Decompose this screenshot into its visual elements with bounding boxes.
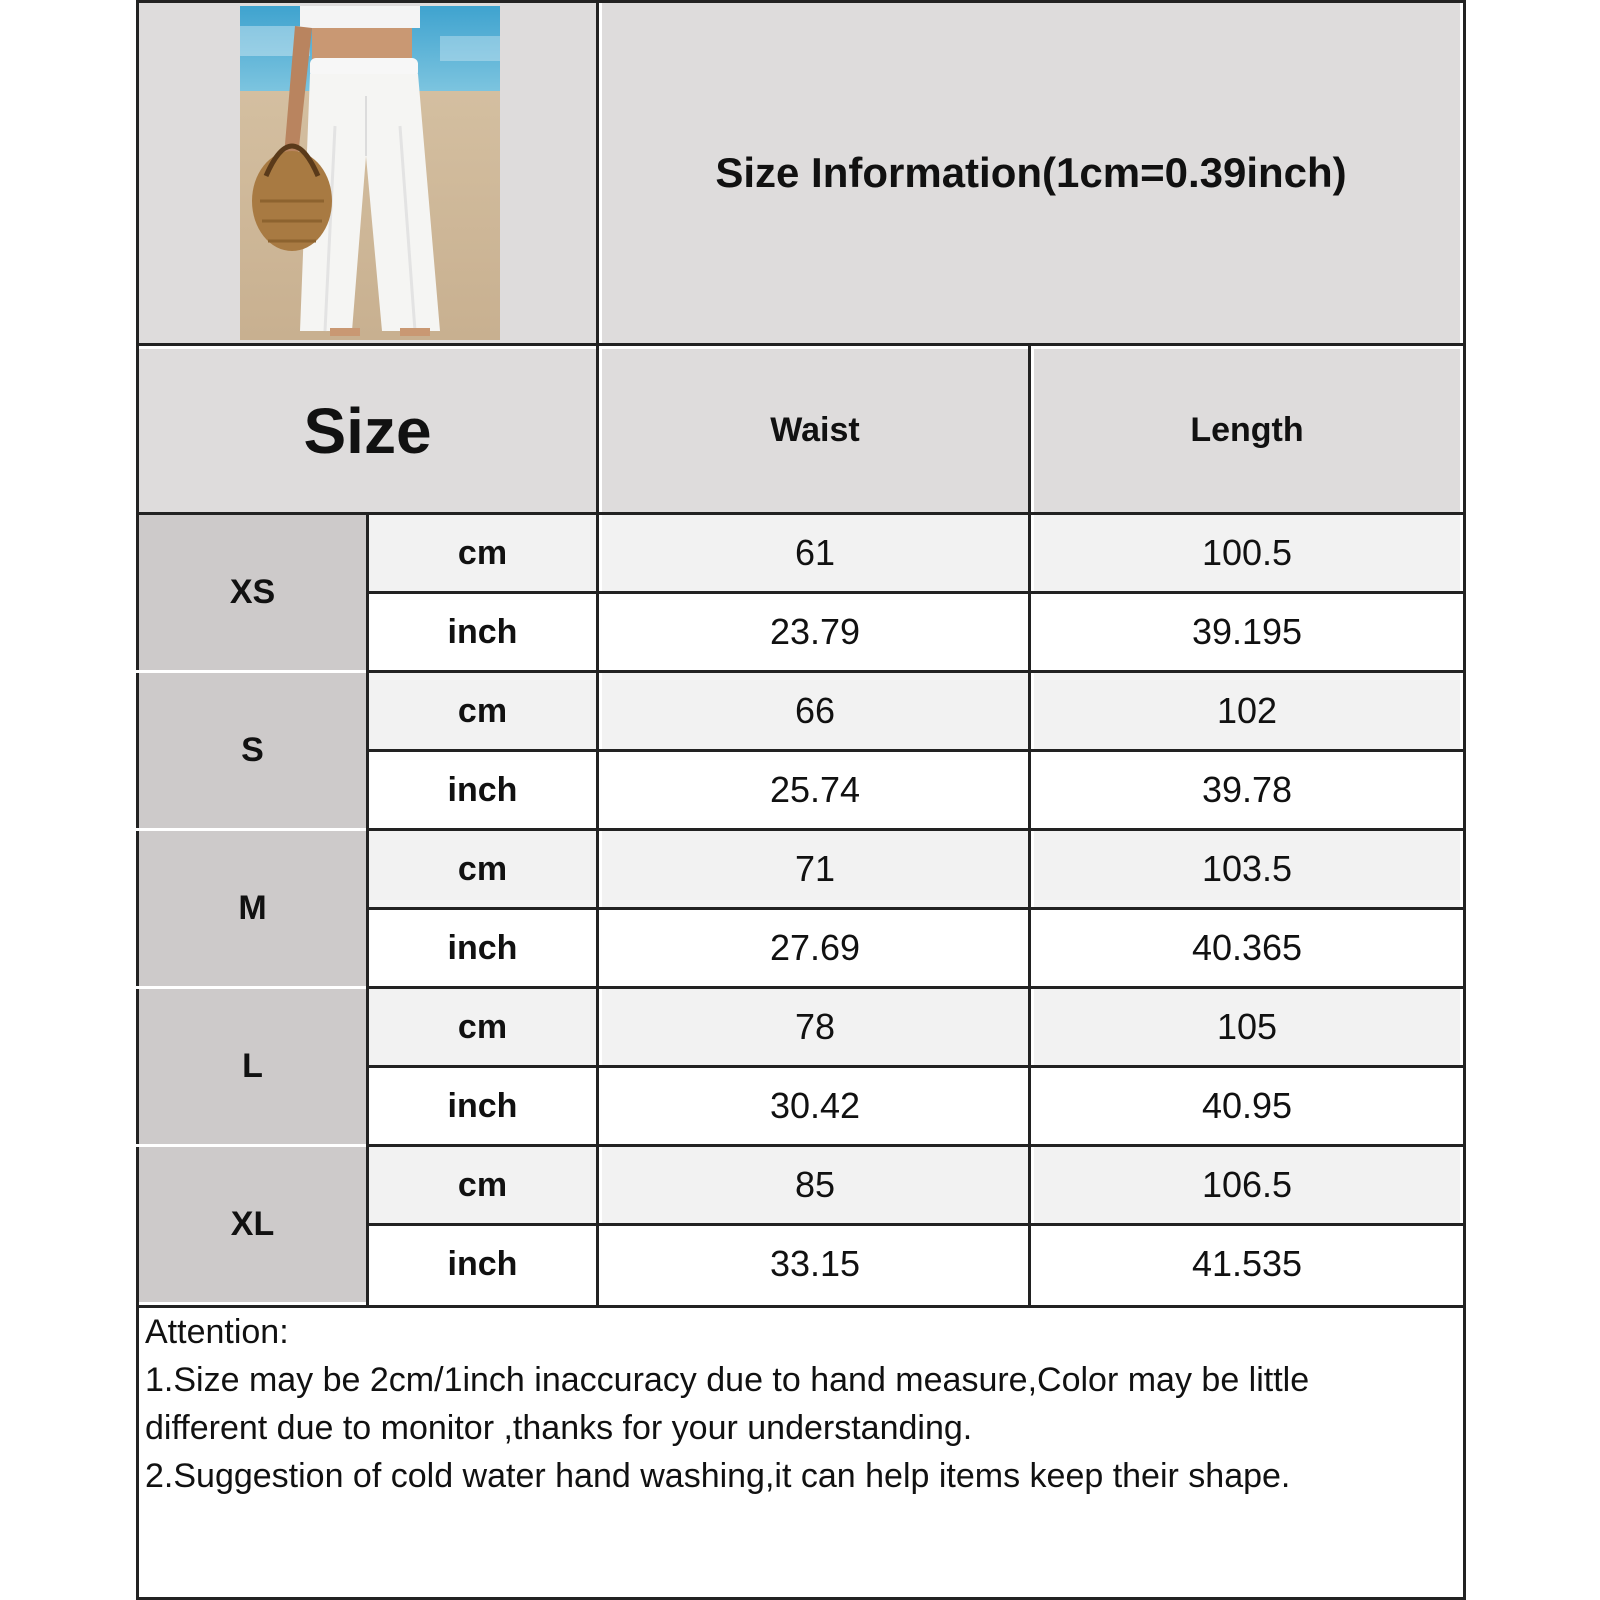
length-inch-value: 40.365 [1034,910,1460,986]
unit-cm: cm [369,831,596,907]
unit-inch: inch [369,1068,596,1144]
unit-cm: cm [369,989,596,1065]
length-inch-value: 41.535 [1034,1226,1460,1302]
unit-inch: inch [369,910,596,986]
size-information-title: Size Information(1cm=0.39inch) [602,3,1460,343]
size-label-s: S [139,673,366,828]
waist-cm-value: 85 [602,1147,1028,1223]
length-cm-value: 100.5 [1034,515,1460,591]
attention-notes [145,1308,1455,1500]
note-line-3: 2.Suggestion of cold water hand washing,it can help items keep their shape. [145,1457,1291,1495]
unit-cm: cm [369,673,596,749]
size-column-header: Size [139,349,596,512]
note-line-1: 1.Size may be 2cm/1inch inaccuracy due to hand measure,Color may be little [145,1361,1310,1399]
unit-inch: inch [369,594,596,670]
note-line-2: different due to monitor ,thanks for your understanding. [145,1409,973,1447]
unit-inch: inch [369,752,596,828]
length-cm-value: 103.5 [1034,831,1460,907]
length-inch-value: 40.95 [1034,1068,1460,1144]
length-inch-value: 39.195 [1034,594,1460,670]
size-label-m: M [139,831,366,986]
size-label-xs: XS [139,515,366,670]
waist-inch-value: 33.15 [602,1226,1028,1302]
waist-column-header: Waist [602,349,1028,512]
waist-cm-value: 78 [602,989,1028,1065]
length-inch-value: 39.78 [1034,752,1460,828]
unit-cm: cm [369,515,596,591]
waist-inch-value: 23.79 [602,594,1028,670]
waist-cm-value: 61 [602,515,1028,591]
waist-inch-value: 30.42 [602,1068,1028,1144]
unit-inch: inch [369,1226,596,1302]
waist-inch-value: 27.69 [602,910,1028,986]
waist-cm-value: 71 [602,831,1028,907]
length-cm-value: 106.5 [1034,1147,1460,1223]
length-cm-value: 102 [1034,673,1460,749]
attention-heading: Attention: [145,1313,289,1351]
length-column-header: Length [1034,349,1460,512]
size-label-l: L [139,989,366,1144]
product-photo [240,6,500,340]
unit-cm: cm [369,1147,596,1223]
size-label-xl: XL [139,1147,366,1302]
length-cm-value: 105 [1034,989,1460,1065]
white-pants-photo [240,6,500,340]
waist-cm-value: 66 [602,673,1028,749]
waist-inch-value: 25.74 [602,752,1028,828]
